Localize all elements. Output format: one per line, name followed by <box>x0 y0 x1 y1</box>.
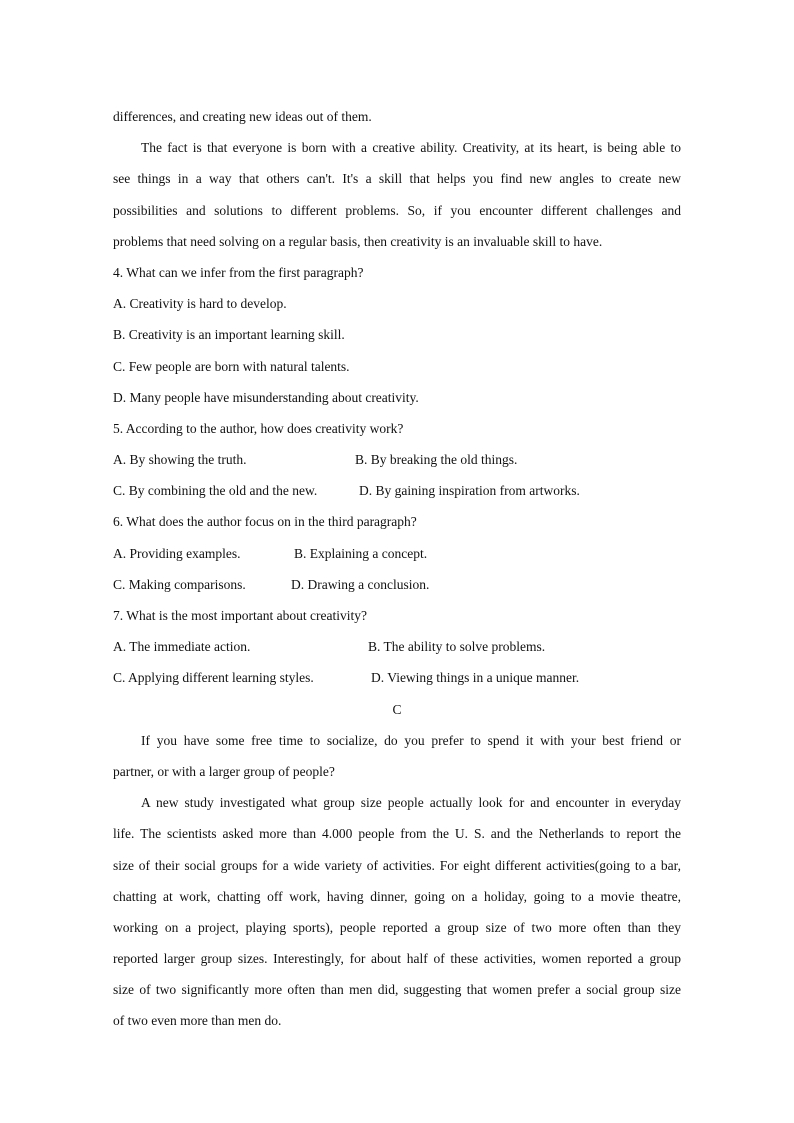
section-c-line-10: of two even more than men do. <box>113 1013 282 1029</box>
passage-b-line-1: differences, and creating new ideas out of them. <box>113 109 372 124</box>
section-c-line-1: If you have some free time to socialize, do you prefer to spend it with your best friend or <box>141 732 681 748</box>
section-c-line-9: size of two significantly more often than men did, suggesting that women prefer a social group size <box>113 982 681 998</box>
section-c-line-3: A new study investigated what group size people actually look for and encounter in everyday <box>141 795 681 811</box>
question-5-option-c: C. By combining the old and the new. <box>113 483 318 499</box>
question-7-option-c: C. Applying different learning styles. <box>113 670 314 686</box>
question-5-stem: 5. According to the author, how does creativity work? <box>113 420 404 436</box>
question-5-option-d: D. By gaining inspiration from artworks. <box>359 483 580 499</box>
question-4-stem: 4. What can we infer from the first paragraph? <box>113 264 364 280</box>
section-c-line-5: size of their social groups for a wide variety of activities. For eight different activities(going to a bar, <box>113 857 681 873</box>
question-7-option-d: D. Viewing things in a unique manner. <box>371 670 580 686</box>
question-6-options-row-2 <box>113 569 681 600</box>
passage-b-line-2: The fact is that everyone is born with a creative ability. Creativity, at its heart, is being able to <box>141 140 681 156</box>
question-5-options-row-1 <box>113 444 681 475</box>
section-c-line-6: chatting at work, chatting off work, having dinner, going on a holiday, going to a movie theatre, <box>113 888 681 904</box>
question-7-option-b: B. The ability to solve problems. <box>368 639 546 655</box>
passage-b-line-3: see things in a way that others can't. It's a skill that helps you find new angles to create new <box>113 171 681 187</box>
question-6-stem: 6. What does the author focus on in the third paragraph? <box>113 514 417 530</box>
section-c-line-2: partner, or with a larger group of people? <box>113 763 335 779</box>
question-4-option-c: C. Few people are born with natural talents. <box>113 358 350 374</box>
section-c-heading: C <box>392 701 402 717</box>
question-7-options-row-1 <box>113 631 681 662</box>
question-6-options-row-1 <box>113 538 681 569</box>
question-7-stem: 7. What is the most important about creativity? <box>113 608 367 623</box>
section-c-line-4: life. The scientists asked more than 4.000 people from the U. S. and the Netherlands to report the <box>113 826 681 842</box>
passage-b-line-4: possibilities and solutions to different problems. So, if you encounter different challenges and <box>113 202 681 218</box>
question-4-option-b: B. Creativity is an important learning skill. <box>113 327 345 343</box>
question-6-option-c: C. Making comparisons. <box>113 576 246 592</box>
question-4-option-d: D. Many people have misunderstanding about creativity. <box>113 389 419 405</box>
section-c-line-7: working on a project, playing sports), people reported a group size of two more often than they <box>113 919 681 935</box>
section-c-line-8: reported larger group sizes. Interestingly, for about half of these activities, women reported a group <box>113 951 681 967</box>
question-6-option-d: D. Drawing a conclusion. <box>291 576 430 592</box>
question-5-option-a: A. By showing the truth. <box>113 452 247 468</box>
question-7-option-a: A. The immediate action. <box>113 639 251 655</box>
question-5-options-row-2 <box>113 475 681 506</box>
question-7-options-row-2 <box>113 662 681 693</box>
passage-b-line-5: problems that need solving on a regular basis, then creativity is an invaluable skill to have. <box>113 233 603 249</box>
question-5-option-b: B. By breaking the old things. <box>355 452 518 468</box>
question-6-option-b: B. Explaining a concept. <box>294 545 428 561</box>
document-page <box>113 101 681 1037</box>
question-4-option-a: A. Creativity is hard to develop. <box>113 296 287 312</box>
question-6-option-a: A. Providing examples. <box>113 545 241 561</box>
